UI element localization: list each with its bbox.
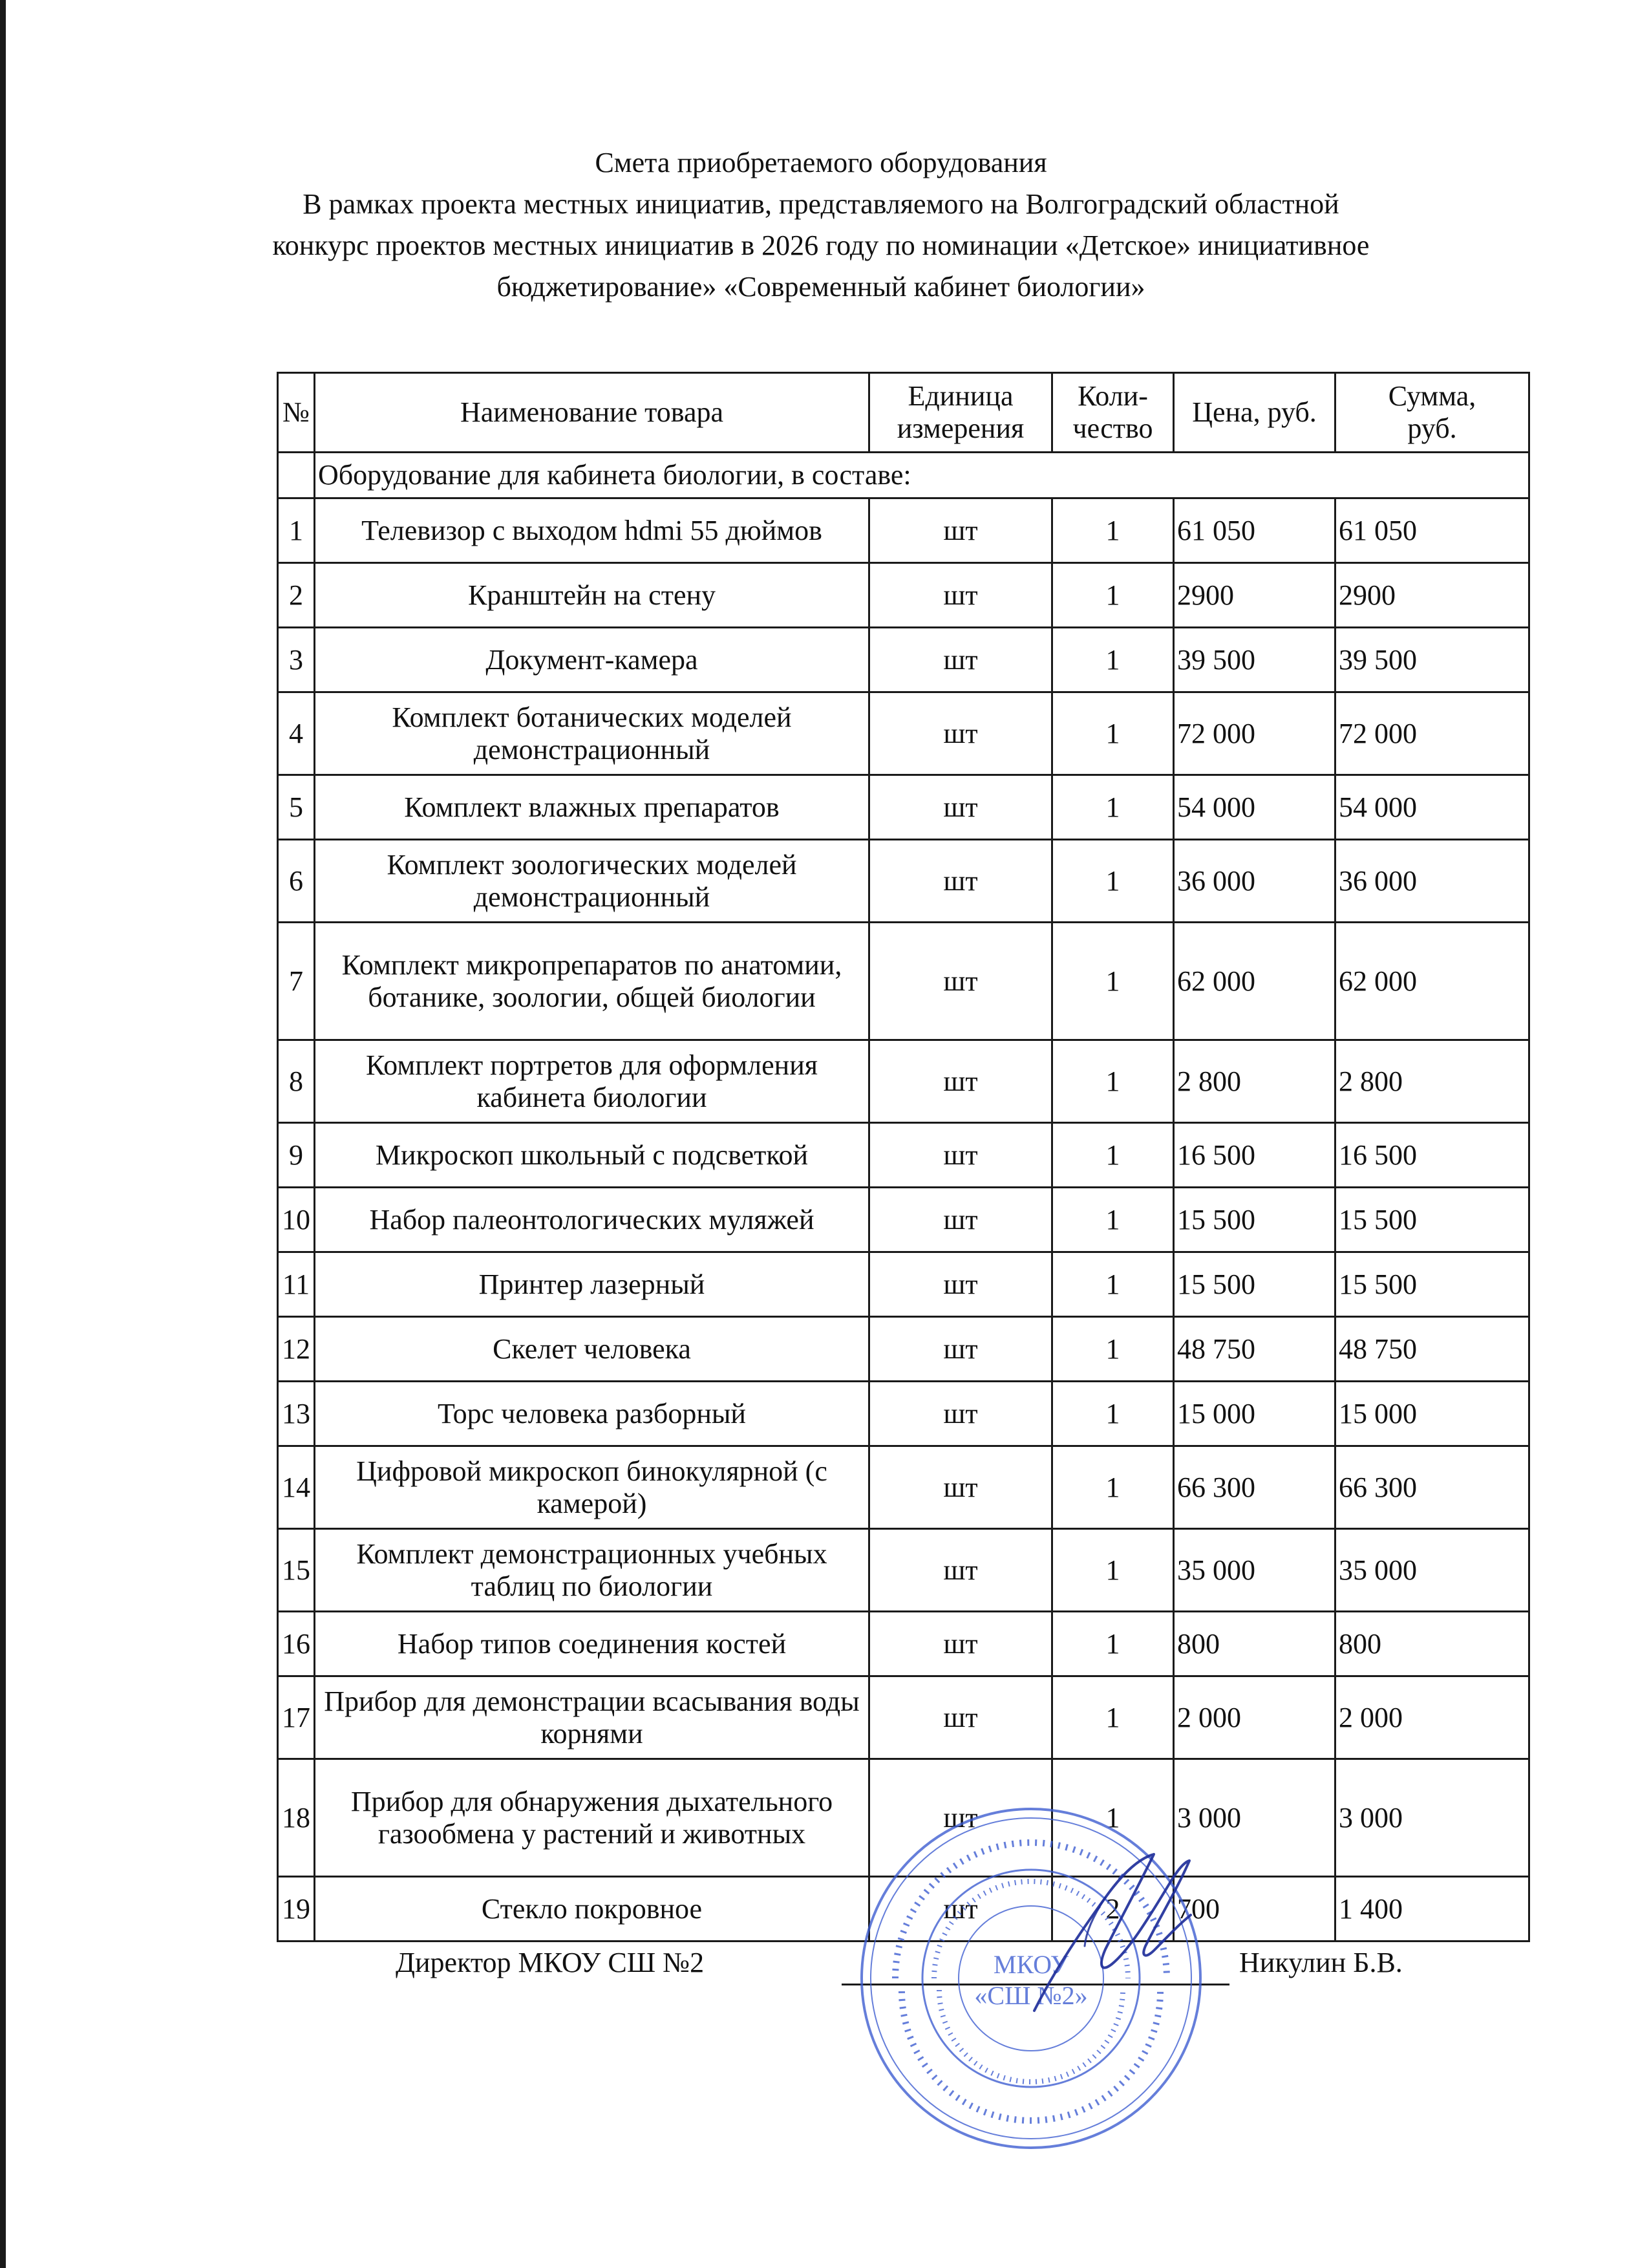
row-num-cell: 14 bbox=[278, 1446, 315, 1529]
price-cell: 2 800 bbox=[1174, 1040, 1335, 1123]
price-cell: 2 000 bbox=[1174, 1676, 1335, 1759]
unit-cell: шт bbox=[869, 498, 1052, 563]
table-row bbox=[278, 1252, 1529, 1317]
row-num-cell: 19 bbox=[278, 1877, 315, 1942]
document-header bbox=[213, 142, 1429, 308]
handwritten-signature bbox=[1008, 1836, 1215, 2030]
document-subtitle-line-1: В рамках проекта местных инициатив, представляемого на Волгоградский областной bbox=[303, 188, 1339, 220]
item-name-cell: Комплект микропрепаратов по анатомии, ботанике, зоологии, общей биологии bbox=[315, 923, 869, 1040]
item-name-cell: Прибор для обнаружения дыхательного газообмена у растений и животных bbox=[315, 1759, 869, 1877]
column-header-qty-line-1: Коли- bbox=[1078, 380, 1148, 412]
sum-cell: 2900 bbox=[1335, 563, 1529, 628]
item-name-cell: Набор палеонтологических муляжей bbox=[315, 1188, 869, 1252]
price-cell: 62 000 bbox=[1174, 923, 1335, 1040]
director-position: Директор МКОУ СШ №2 bbox=[396, 1947, 705, 1978]
column-header-unit-line-2: измерения bbox=[897, 412, 1025, 444]
qty-cell: 1 bbox=[1052, 775, 1174, 840]
sum-cell: 3 000 bbox=[1335, 1759, 1529, 1877]
sum-cell: 2 800 bbox=[1335, 1040, 1529, 1123]
table-row bbox=[278, 1123, 1529, 1188]
item-name-cell: Стекло покровное bbox=[315, 1877, 869, 1942]
table-row bbox=[278, 692, 1529, 775]
section-num-cell bbox=[278, 453, 315, 498]
price-cell: 700 bbox=[1174, 1877, 1335, 1942]
unit-cell: шт bbox=[869, 1676, 1052, 1759]
section-title: Оборудование для кабинета биологии, в составе: bbox=[315, 453, 1529, 498]
unit-cell: шт bbox=[869, 1252, 1052, 1317]
price-cell: 61 050 bbox=[1174, 498, 1335, 563]
sum-cell: 15 500 bbox=[1335, 1188, 1529, 1252]
price-cell: 66 300 bbox=[1174, 1446, 1335, 1529]
qty-cell: 1 bbox=[1052, 1188, 1174, 1252]
price-cell: 39 500 bbox=[1174, 628, 1335, 692]
sum-cell: 61 050 bbox=[1335, 498, 1529, 563]
table-row bbox=[278, 775, 1529, 840]
qty-cell: 1 bbox=[1052, 1317, 1174, 1382]
unit-cell: шт bbox=[869, 1317, 1052, 1382]
sum-cell: 72 000 bbox=[1335, 692, 1529, 775]
sum-cell: 800 bbox=[1335, 1612, 1529, 1676]
table-row bbox=[278, 1382, 1529, 1446]
section-row bbox=[278, 453, 1529, 498]
item-name-cell: Набор типов соединения костей bbox=[315, 1612, 869, 1676]
item-name-cell: Прибор для демонстрации всасывания воды корнями bbox=[315, 1676, 869, 1759]
estimate-table bbox=[277, 372, 1530, 1942]
row-num-cell: 1 bbox=[278, 498, 315, 563]
row-num-cell: 15 bbox=[278, 1529, 315, 1612]
price-cell: 800 bbox=[1174, 1612, 1335, 1676]
row-num-cell: 10 bbox=[278, 1188, 315, 1252]
sum-cell: 15 500 bbox=[1335, 1252, 1529, 1317]
table-row bbox=[278, 1612, 1529, 1676]
price-cell: 2900 bbox=[1174, 563, 1335, 628]
table-row bbox=[278, 1446, 1529, 1529]
price-cell: 48 750 bbox=[1174, 1317, 1335, 1382]
document-subtitle-line-2: конкурс проектов местных инициатив в 2026 году по номинации «Детское» инициативное bbox=[272, 230, 1370, 261]
sum-cell: 15 000 bbox=[1335, 1382, 1529, 1446]
qty-cell: 1 bbox=[1052, 1446, 1174, 1529]
qty-cell: 2 bbox=[1052, 1877, 1174, 1942]
table-row bbox=[278, 628, 1529, 692]
scan-left-edge bbox=[0, 0, 6, 2268]
column-header-sum-line-2: руб. bbox=[1407, 412, 1457, 444]
unit-cell: шт bbox=[869, 1040, 1052, 1123]
price-cell: 3 000 bbox=[1174, 1759, 1335, 1877]
row-num-cell: 17 bbox=[278, 1676, 315, 1759]
row-num-cell: 12 bbox=[278, 1317, 315, 1382]
row-num-cell: 9 bbox=[278, 1123, 315, 1188]
qty-cell: 1 bbox=[1052, 923, 1174, 1040]
qty-cell: 1 bbox=[1052, 840, 1174, 923]
column-header-price: Цена, руб. bbox=[1174, 373, 1335, 453]
unit-cell: шт bbox=[869, 628, 1052, 692]
qty-cell: 1 bbox=[1052, 1759, 1174, 1877]
table-row bbox=[278, 1040, 1529, 1123]
column-header-qty bbox=[1052, 373, 1174, 453]
table-row bbox=[278, 1676, 1529, 1759]
stamp-center-line-2: «СШ №2» bbox=[974, 1981, 1088, 2010]
unit-cell: шт bbox=[869, 1382, 1052, 1446]
item-name-cell: Цифровой микроскоп бинокулярной (с камерой) bbox=[315, 1446, 869, 1529]
sum-cell: 1 400 bbox=[1335, 1877, 1529, 1942]
document-subtitle-line-3: бюджетирование» «Современный кабинет биологии» bbox=[496, 271, 1145, 303]
column-header-name: Наименование товара bbox=[315, 373, 869, 453]
qty-cell: 1 bbox=[1052, 1382, 1174, 1446]
item-name-cell: Микроскоп школьный с подсветкой bbox=[315, 1123, 869, 1188]
qty-cell: 1 bbox=[1052, 1252, 1174, 1317]
unit-cell: шт bbox=[869, 923, 1052, 1040]
column-header-sum bbox=[1335, 373, 1529, 453]
sum-cell: 62 000 bbox=[1335, 923, 1529, 1040]
item-name-cell: Торс человека разборный bbox=[315, 1382, 869, 1446]
row-num-cell: 16 bbox=[278, 1612, 315, 1676]
price-cell: 15 500 bbox=[1174, 1252, 1335, 1317]
item-name-cell: Принтер лазерный bbox=[315, 1252, 869, 1317]
document-title: Смета приобретаемого оборудования bbox=[595, 147, 1047, 178]
table-row bbox=[278, 1317, 1529, 1382]
sum-cell: 39 500 bbox=[1335, 628, 1529, 692]
qty-cell: 1 bbox=[1052, 1612, 1174, 1676]
qty-cell: 1 bbox=[1052, 1040, 1174, 1123]
item-name-cell: Кранштейн на стену bbox=[315, 563, 869, 628]
row-num-cell: 2 bbox=[278, 563, 315, 628]
qty-cell: 1 bbox=[1052, 563, 1174, 628]
item-name-cell: Комплект зоологических моделей демонстрационный bbox=[315, 840, 869, 923]
sum-cell: 54 000 bbox=[1335, 775, 1529, 840]
table-row bbox=[278, 1529, 1529, 1612]
item-name-cell: Документ-камера bbox=[315, 628, 869, 692]
item-name-cell: Комплект портретов для оформления кабинета биологии bbox=[315, 1040, 869, 1123]
qty-cell: 1 bbox=[1052, 628, 1174, 692]
row-num-cell: 6 bbox=[278, 840, 315, 923]
table-row bbox=[278, 923, 1529, 1040]
table-header-row bbox=[278, 373, 1529, 453]
row-num-cell: 3 bbox=[278, 628, 315, 692]
unit-cell: шт bbox=[869, 1123, 1052, 1188]
column-header-unit bbox=[869, 373, 1052, 453]
table-row bbox=[278, 498, 1529, 563]
unit-cell: шт bbox=[869, 1612, 1052, 1676]
unit-cell: шт bbox=[869, 840, 1052, 923]
unit-cell: шт bbox=[869, 1877, 1052, 1942]
row-num-cell: 7 bbox=[278, 923, 315, 1040]
price-cell: 15 000 bbox=[1174, 1382, 1335, 1446]
director-name: Никулин Б.В. bbox=[1239, 1947, 1403, 1978]
item-name-cell: Телевизор с выходом hdmi 55 дюймов bbox=[315, 498, 869, 563]
row-num-cell: 4 bbox=[278, 692, 315, 775]
unit-cell: шт bbox=[869, 775, 1052, 840]
qty-cell: 1 bbox=[1052, 498, 1174, 563]
table-row bbox=[278, 563, 1529, 628]
stamp-center-line-1: МКОУ bbox=[993, 1950, 1069, 1979]
item-name-cell: Комплект влажных препаратов bbox=[315, 775, 869, 840]
sum-cell: 66 300 bbox=[1335, 1446, 1529, 1529]
qty-cell: 1 bbox=[1052, 1676, 1174, 1759]
unit-cell: шт bbox=[869, 1446, 1052, 1529]
row-num-cell: 5 bbox=[278, 775, 315, 840]
price-cell: 72 000 bbox=[1174, 692, 1335, 775]
table-row bbox=[278, 1188, 1529, 1252]
row-num-cell: 8 bbox=[278, 1040, 315, 1123]
row-num-cell: 13 bbox=[278, 1382, 315, 1446]
sum-cell: 35 000 bbox=[1335, 1529, 1529, 1612]
unit-cell: шт bbox=[869, 692, 1052, 775]
sum-cell: 16 500 bbox=[1335, 1123, 1529, 1188]
item-name-cell: Скелет человека bbox=[315, 1317, 869, 1382]
qty-cell: 1 bbox=[1052, 1529, 1174, 1612]
row-num-cell: 11 bbox=[278, 1252, 315, 1317]
price-cell: 16 500 bbox=[1174, 1123, 1335, 1188]
item-name-cell: Комплект демонстрационных учебных таблиц по биологии bbox=[315, 1529, 869, 1612]
column-header-qty-line-2: чество bbox=[1072, 412, 1153, 444]
qty-cell: 1 bbox=[1052, 692, 1174, 775]
unit-cell: шт bbox=[869, 1529, 1052, 1612]
unit-cell: шт bbox=[869, 1188, 1052, 1252]
sum-cell: 36 000 bbox=[1335, 840, 1529, 923]
price-cell: 36 000 bbox=[1174, 840, 1335, 923]
price-cell: 35 000 bbox=[1174, 1529, 1335, 1612]
sum-cell: 2 000 bbox=[1335, 1676, 1529, 1759]
column-header-num: № bbox=[278, 373, 315, 453]
price-cell: 54 000 bbox=[1174, 775, 1335, 840]
unit-cell: шт bbox=[869, 563, 1052, 628]
sum-cell: 48 750 bbox=[1335, 1317, 1529, 1382]
qty-cell: 1 bbox=[1052, 1123, 1174, 1188]
item-name-cell: Комплект ботанических моделей демонстрационный bbox=[315, 692, 869, 775]
table-row bbox=[278, 840, 1529, 923]
table-body bbox=[278, 453, 1529, 1942]
row-num-cell: 18 bbox=[278, 1759, 315, 1877]
column-header-unit-line-1: Единица bbox=[908, 380, 1014, 412]
column-header-sum-line-1: Сумма, bbox=[1388, 380, 1476, 412]
price-cell: 15 500 bbox=[1174, 1188, 1335, 1252]
unit-cell: шт bbox=[869, 1759, 1052, 1877]
